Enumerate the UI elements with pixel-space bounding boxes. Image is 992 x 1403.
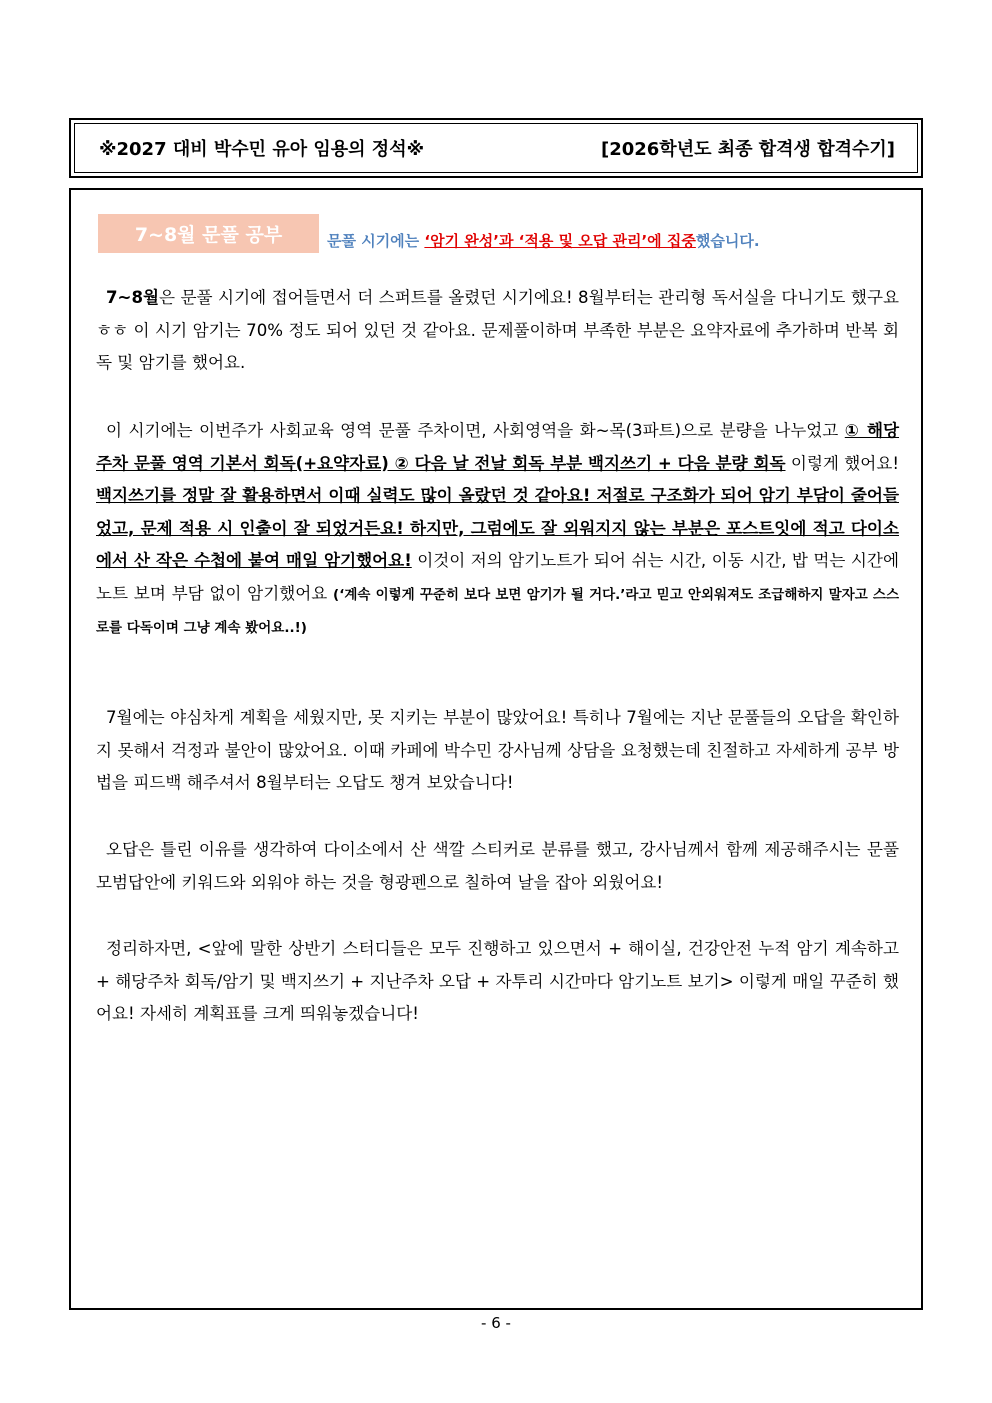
page-number: - 6 - [481, 1314, 511, 1332]
paragraph-2-steps: ① 해당 주차 문풀 영역 기본서 회독(+요약자료) ② 다음 날 전날 회독 부분 백지쓰기 + 다음 분량 회독 [96, 421, 899, 473]
paragraph-1-lead: 7~8월 [106, 288, 160, 307]
section-desc-pre: 문풀 시기에는 [327, 232, 425, 250]
paragraph-3: 7월에는 야심차게 계획을 세웠지만, 못 지키는 부분이 많았어요! 특히나 7월에는 지난 문풀들의 오답을 확인하지 못해서 걱정과 불안이 많았어요. 이때 카페에 박수민 강사님께 상담을 요청했는데 친절하고 자세하게 공부 방법을 피드백 해주셔서 8월부터는 오답도 챙겨 보았습니다! [96, 708, 899, 792]
header-box [69, 118, 923, 178]
paragraph-2-c: 이렇게 했어요! [785, 453, 899, 473]
paragraph-4: 오답은 틀린 이유를 생각하여 다이소에서 산 색깔 스티커로 분류를 했고, 강사님께서 함께 제공해주시는 문풀 모범답안에 키워드와 외워야 하는 것을 형광펜으로 칠하여 날을 잡아 외웠어요! [96, 840, 899, 892]
header-subtitle: [2026학년도 최종 합격생 합격수기] [600, 139, 895, 160]
paragraph-2-note: (‘계속 이렇게 꾸준히 보다 보면 암기가 될 거다.’라고 믿고 안외워져도 조급해하지 말자고 스스로를 다독이며 그냥 계속 봤어요..!) [96, 586, 899, 636]
paragraph-2-e: 이것이 저의 암기노트가 되어 쉬는 시간, 이동 시간, 밥 먹는 시간에 노트 보며 부담 없이 암기했어요 [96, 551, 899, 603]
paragraph-1 [96, 282, 899, 380]
paragraph-2-a: 이 시기에는 이번주가 사회교육 영역 문풀 주차이면, 사회영역을 화~목(3파트)으로 분량을 나누었고 [106, 421, 845, 440]
content-box [69, 188, 923, 1310]
section-desc-highlight: ‘암기 완성’과 ‘적용 및 오답 관리’에 집중 [424, 232, 696, 250]
paragraph-2 [96, 415, 899, 645]
paragraph-5: 정리하자면, <앞에 말한 상반기 스터디들은 모두 진행하고 있으면서 + 해이실, 건강안전 누적 암기 계속하고 + 해당주차 회독/암기 및 백지쓰기 + 지난주차 오답 + 자투리 시간마다 암기노트 보기> 이렇게 매일 꾸준히 했어요! 자세히 계획표를 크게 띄워놓겠습니다! [96, 939, 899, 1023]
paragraph-1-text: 은 문풀 시기에 접어들면서 더 스퍼트를 올렸던 시기에요! 8월부터는 관리형 독서실을 다니기도 했구요 ㅎㅎ 이 시기 암기는 70% 정도 되어 있던 것 같아요. 문제풀이하며 부족한 부분은 요약자료에 추가하며 반복 회독 및 암기를 했어요. [96, 288, 899, 372]
section-description [327, 230, 760, 251]
header-inner [74, 123, 918, 173]
section-tag: 7~8월 문풀 공부 [98, 214, 319, 253]
section-desc-post: 했습니다. [695, 232, 760, 250]
paragraph-2-emphasis: 백지쓰기를 정말 잘 활용하면서 이때 실력도 많이 올랐던 것 같아요! 저절로 구조화가 되어 암기 부담이 줄어들었고, 문제 적용 시 인출이 잘 되었거든요! 하지만, 그럼에도 잘 외워지지 않는 부분은 포스트잇에 적고 다이소에서 산 작은 수첩에 붙여 매일 암기했어요! [96, 486, 899, 570]
header-title: ※2027 대비 박수민 유아 임용의 정석※ [99, 139, 425, 160]
